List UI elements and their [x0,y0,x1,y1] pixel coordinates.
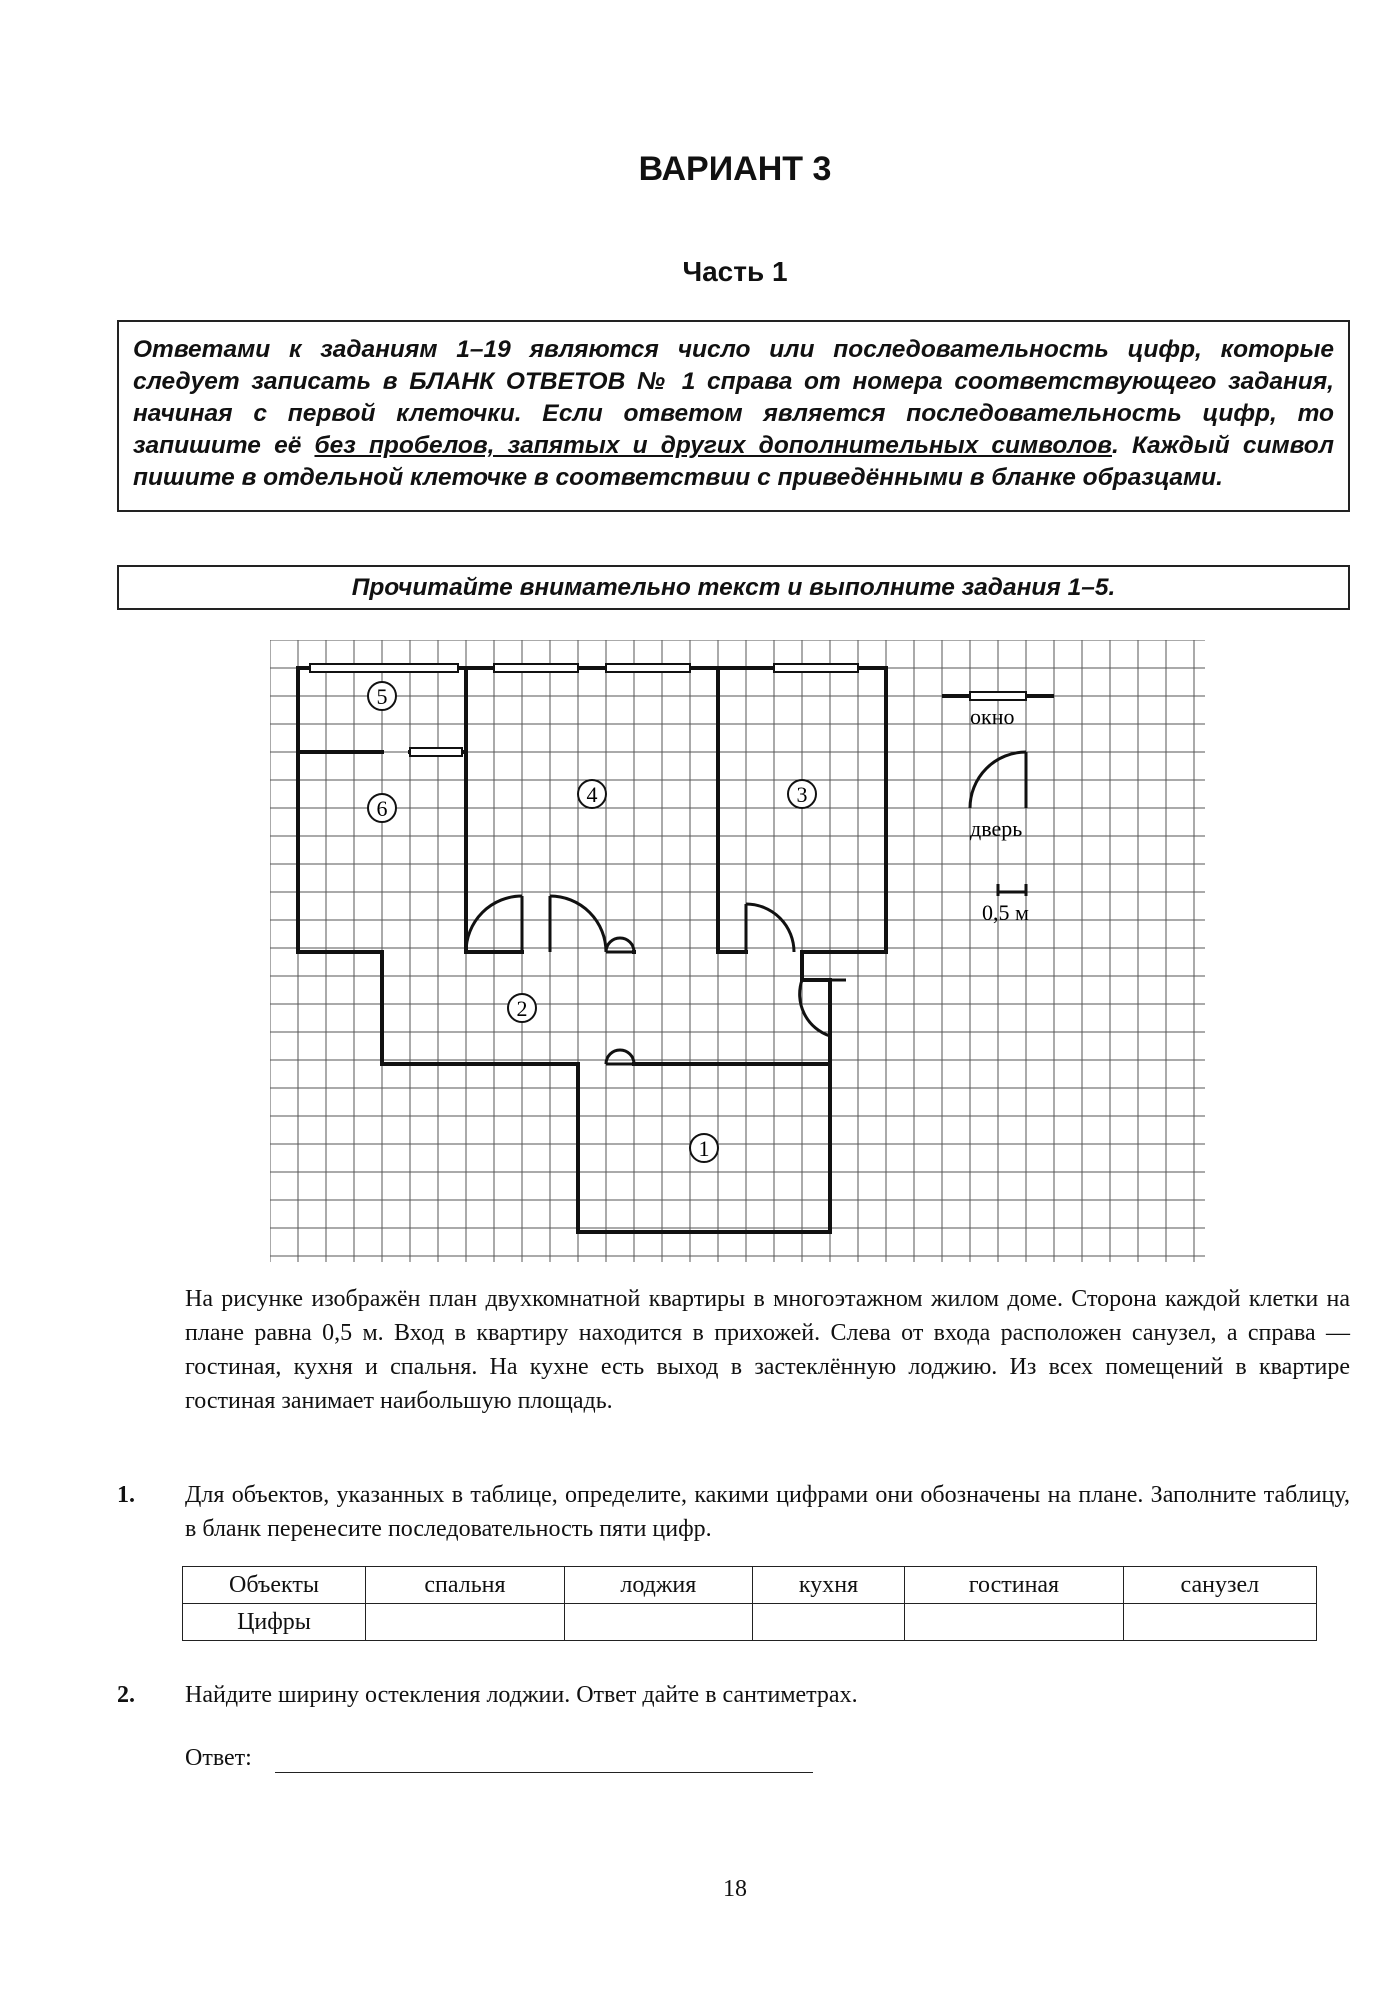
plan-description: На рисунке изображён план двухкомнатной квартиры в многоэтажном жилом доме. Сторона каждой клетки на плане равна 0,5 м. Вход в квартиру находится в прихожей. Слева от входа расположен санузел, а справа — гостиная, кухня и спальня. На кухне есть выход в застеклённую лоджию. Из всех помещений в квартире гостиная занимает наибольшую площадь. [185,1286,1350,1414]
room-label-5 [368,682,396,710]
table-cell-answer[interactable] [366,1604,565,1641]
table-cell-object: спальня [366,1567,565,1604]
table-row [183,1567,1317,1604]
table-cell-answer[interactable] [752,1604,904,1641]
table-cell-answer[interactable] [905,1604,1123,1641]
svg-text:5: 5 [376,684,388,709]
table-cell-object: санузел [1123,1567,1316,1604]
table-header-objects: Объекты [183,1567,366,1604]
table-cell-answer[interactable] [564,1604,752,1641]
room-label-2 [508,994,536,1022]
svg-text:3: 3 [796,782,808,807]
table-cell-object: гостиная [905,1567,1123,1604]
svg-text:6: 6 [376,796,388,821]
task-box: Прочитайте внимательно текст и выполните задания 1–5. [117,565,1350,610]
instructions-text-2: . Каждый символ пишите в отдельной клеточке в соответствии с приведёнными в бланке образцами. [133,432,1334,491]
legend-window-label: окно [970,704,1015,729]
question-2-text: Найдите ширину остекления лоджии. Ответ дайте в сантиметрах. [185,1682,858,1708]
svg-text:4: 4 [586,782,598,807]
svg-text:1: 1 [698,1136,710,1161]
table-row [183,1604,1317,1641]
legend-door-label: дверь [970,816,1023,841]
room-label-3 [788,780,816,808]
svg-text:2: 2 [516,996,528,1021]
room-label-6 [368,794,396,822]
objects-table [182,1566,1317,1641]
legend-scale-icon [998,884,1026,896]
room-label-4 [578,780,606,808]
apartment-plan [270,640,1205,1262]
plan-windows [310,664,858,756]
legend-window-icon [970,692,1026,700]
variant-title: ВАРИАНТ 3 [638,150,832,188]
page-number: 18 [723,1876,747,1902]
table-header-digits: Цифры [183,1604,366,1641]
plan-doors [466,896,846,1064]
part-title: Часть 1 [682,256,788,287]
legend-scale-label: 0,5 м [982,900,1029,925]
instructions-box [117,320,1350,512]
table-cell-object: лоджия [564,1567,752,1604]
answer-label: Ответ: [185,1745,252,1771]
room-label-1 [690,1134,718,1162]
answer-line[interactable] [275,1772,813,1773]
plan-walls [298,668,886,1232]
instructions-underlined: без пробелов, запятых и других дополнительных символов [314,432,1112,459]
question-2-number: 2. [117,1682,135,1708]
question-1-text: Для объектов, указанных в таблице, определите, какими цифрами они обозначены на плане. Заполните таблицу, в бланк перенесите последовательность пяти цифр. [185,1482,1350,1542]
instructions-text-1: Ответами к заданиям 1–19 являются число или последовательность цифр, которые следует записать в БЛАНК ОТВЕТОВ № 1 справа от номера соответствующего задания, начиная с первой клеточки. Если ответом является последовательность цифр, то запишите её [133,336,1334,459]
question-1-number: 1. [117,1482,135,1508]
table-cell-answer[interactable] [1123,1604,1316,1641]
table-cell-object: кухня [752,1567,904,1604]
